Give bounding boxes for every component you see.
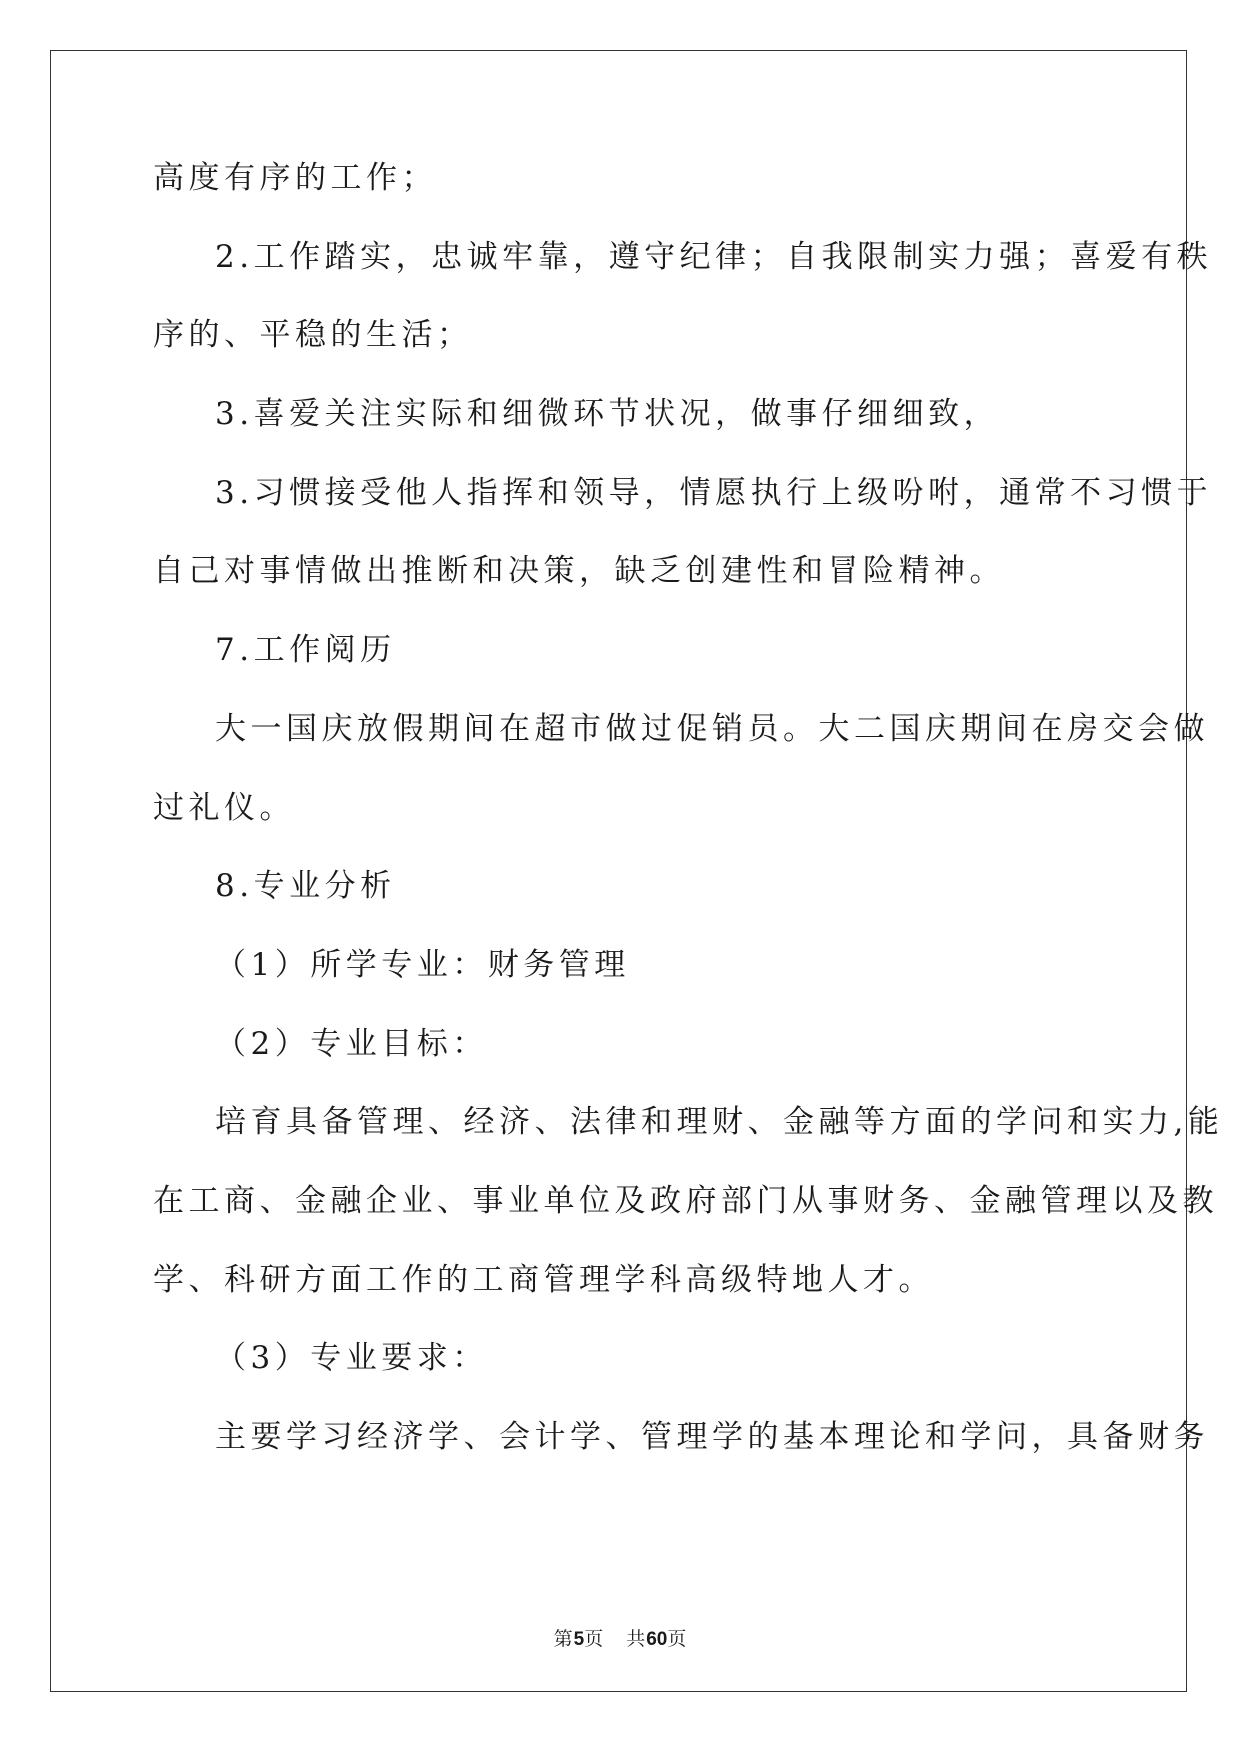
- footer-total-suffix: 页: [667, 1628, 688, 1650]
- footer-page-number: 5: [573, 1629, 585, 1650]
- text-line: 培育具备管理、经济、法律和理财、金融等方面的学问和实力,能: [215, 1104, 1224, 1141]
- text-line: 自己对事情做出推断和决策，缺乏创建性和冒险精神。: [153, 553, 1005, 590]
- footer-total-pages: 60: [646, 1629, 668, 1650]
- text-line: 高度有序的工作；: [153, 160, 437, 196]
- text-line: 2.工作踏实，忠诚牢靠，遵守纪律；自我限制实力强；喜爱有秩: [215, 238, 1213, 275]
- footer-page-suffix: 页: [584, 1628, 605, 1650]
- text-line: 8.专业分析: [215, 868, 396, 905]
- text-line: 过礼仪。: [153, 789, 295, 826]
- text-line: （1）所学专业：财务管理: [215, 946, 630, 983]
- page-footer: [0, 1624, 1241, 1651]
- footer-prefix: 第: [553, 1628, 574, 1650]
- footer-total-prefix: 共: [626, 1628, 647, 1650]
- text-line: 在工商、金融企业、事业单位及政府部门从事财务、金融管理以及教: [153, 1182, 1218, 1219]
- text-line: （3）专业要求：: [215, 1340, 488, 1377]
- text-line: （2）专业目标：: [215, 1025, 488, 1062]
- text-line: 7.工作阅历: [215, 632, 396, 669]
- document-body: [153, 160, 1224, 1498]
- text-line: 3.喜爱关注实际和细微环节状况，做事仔细细致，: [215, 396, 1000, 433]
- text-line: 3.习惯接受他人指挥和领导，情愿执行上级吩咐，通常不习惯于: [215, 474, 1213, 511]
- text-line: 序的、平稳的生活；: [153, 317, 473, 354]
- text-line: 大一国庆放假期间在超市做过促销员。大二国庆期间在房交会做: [215, 710, 1209, 747]
- text-line: 主要学习经济学、会计学、管理学的基本理论和学问，具备财务: [215, 1419, 1209, 1455]
- text-line: 学、科研方面工作的工商管理学科高级特地人才。: [153, 1261, 934, 1298]
